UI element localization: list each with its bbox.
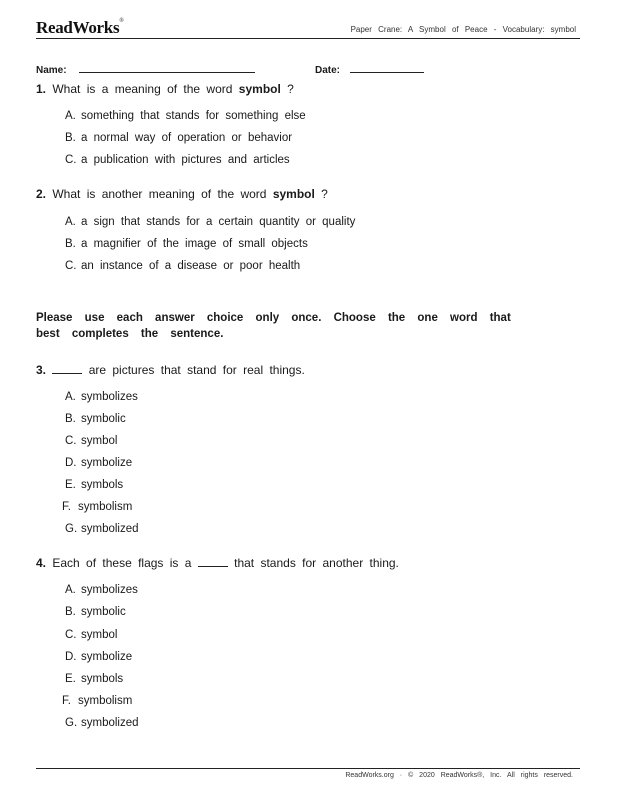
q3-option-b[interactable] <box>65 413 126 425</box>
question-1-suffix: ? <box>287 82 294 96</box>
q3-option-d[interactable] <box>65 457 132 469</box>
q1-option-c[interactable] <box>65 154 290 166</box>
option-letter: C. <box>65 154 77 166</box>
option-letter: G. <box>65 717 78 729</box>
question-1-keyword: symbol <box>238 82 281 96</box>
option-letter: C. <box>65 435 77 447</box>
q3-option-g[interactable] <box>65 523 139 535</box>
option-letter: A. <box>65 391 76 403</box>
header-title: Paper Crane: A Symbol of Peace - Vocabulary: symbol <box>350 25 576 34</box>
option-letter: D. <box>65 457 77 469</box>
q2-option-c[interactable] <box>65 260 300 272</box>
option-text: symbols <box>81 673 124 685</box>
question-4-prefix: Each of these flags is a <box>52 556 192 570</box>
option-text: symbolic <box>81 606 126 618</box>
question-2-keyword: symbol <box>272 187 315 201</box>
option-letter: B. <box>65 413 76 425</box>
option-text: symbolizes <box>81 391 138 403</box>
option-text: symbolism <box>78 695 133 707</box>
question-2-prefix: What is another meaning of the word <box>52 187 267 201</box>
q4-option-f[interactable] <box>62 695 132 707</box>
date-label: Date: <box>315 65 341 76</box>
header-divider <box>36 38 580 39</box>
option-text: symbolize <box>81 651 133 663</box>
question-1 <box>36 82 294 96</box>
option-letter: E. <box>65 673 76 685</box>
option-text: a magnifier of the image of small objects <box>81 238 308 250</box>
option-letter: D. <box>65 651 77 663</box>
option-text: something that stands for something else <box>81 110 306 122</box>
option-text: a sign that stands for a certain quantity or quality <box>81 216 356 228</box>
option-letter: F. <box>62 695 71 707</box>
q3-option-f[interactable] <box>62 501 132 513</box>
question-2-suffix: ? <box>321 187 328 201</box>
option-letter: A. <box>65 584 76 596</box>
question-3 <box>36 363 305 377</box>
name-field-line[interactable] <box>79 63 255 73</box>
option-letter: B. <box>65 238 76 250</box>
q3-option-a[interactable] <box>65 391 138 403</box>
q3-option-c[interactable] <box>65 435 117 447</box>
q1-option-b[interactable] <box>65 132 292 144</box>
option-text: an instance of a disease or poor health <box>81 260 301 272</box>
q4-option-e[interactable] <box>65 673 123 685</box>
question-4 <box>36 556 399 570</box>
question-3-blank[interactable] <box>52 363 82 374</box>
question-1-number: 1. <box>36 82 47 96</box>
option-letter: C. <box>65 629 77 641</box>
option-text: symbolized <box>81 717 139 729</box>
logo-registered-mark: ® <box>119 18 124 24</box>
q4-option-d[interactable] <box>65 651 132 663</box>
q4-option-g[interactable] <box>65 717 139 729</box>
option-text: symbolize <box>81 457 133 469</box>
question-2-number: 2. <box>36 187 47 201</box>
option-text: symbolized <box>81 523 139 535</box>
question-1-prefix: What is a meaning of the word <box>52 82 233 96</box>
option-letter: G. <box>65 523 78 535</box>
q4-option-b[interactable] <box>65 606 126 618</box>
footer-divider <box>36 768 580 769</box>
question-4-suffix: that stands for another thing. <box>234 556 399 570</box>
name-field-row <box>36 63 255 76</box>
question-2 <box>36 187 328 201</box>
q3-option-e[interactable] <box>65 479 123 491</box>
footer-copyright: ReadWorks.org · © 2020 ReadWorks®, Inc. All rights reserved. <box>345 772 573 779</box>
logo-text: ReadWorks <box>36 18 120 37</box>
instructions: Please use each answer choice only once. Choose the one word that best completes the sentence. <box>36 312 511 340</box>
q2-option-b[interactable] <box>65 238 308 250</box>
readworks-logo <box>36 18 124 38</box>
option-letter: A. <box>65 216 76 228</box>
date-field-line[interactable] <box>350 63 424 73</box>
option-text: symbolic <box>81 413 126 425</box>
name-label: Name: <box>36 65 67 76</box>
option-text: symbols <box>81 479 124 491</box>
question-4-number: 4. <box>36 556 47 570</box>
option-letter: A. <box>65 110 76 122</box>
question-4-blank[interactable] <box>198 556 228 567</box>
option-text: a publication with pictures and articles <box>81 154 290 166</box>
q4-option-c[interactable] <box>65 629 117 641</box>
option-letter: B. <box>65 606 76 618</box>
option-text: symbol <box>81 435 118 447</box>
q4-option-a[interactable] <box>65 584 138 596</box>
q2-option-a[interactable] <box>65 216 355 228</box>
option-letter: B. <box>65 132 76 144</box>
option-letter: F. <box>62 501 71 513</box>
option-text: symbolizes <box>81 584 138 596</box>
option-letter: C. <box>65 260 77 272</box>
option-letter: E. <box>65 479 76 491</box>
question-3-number: 3. <box>36 363 47 377</box>
option-text: a normal way of operation or behavior <box>81 132 293 144</box>
option-text: symbol <box>81 629 118 641</box>
question-3-text: are pictures that stand for real things. <box>88 363 305 377</box>
date-field-row <box>315 63 424 76</box>
option-text: symbolism <box>78 501 133 513</box>
q1-option-a[interactable] <box>65 110 306 122</box>
